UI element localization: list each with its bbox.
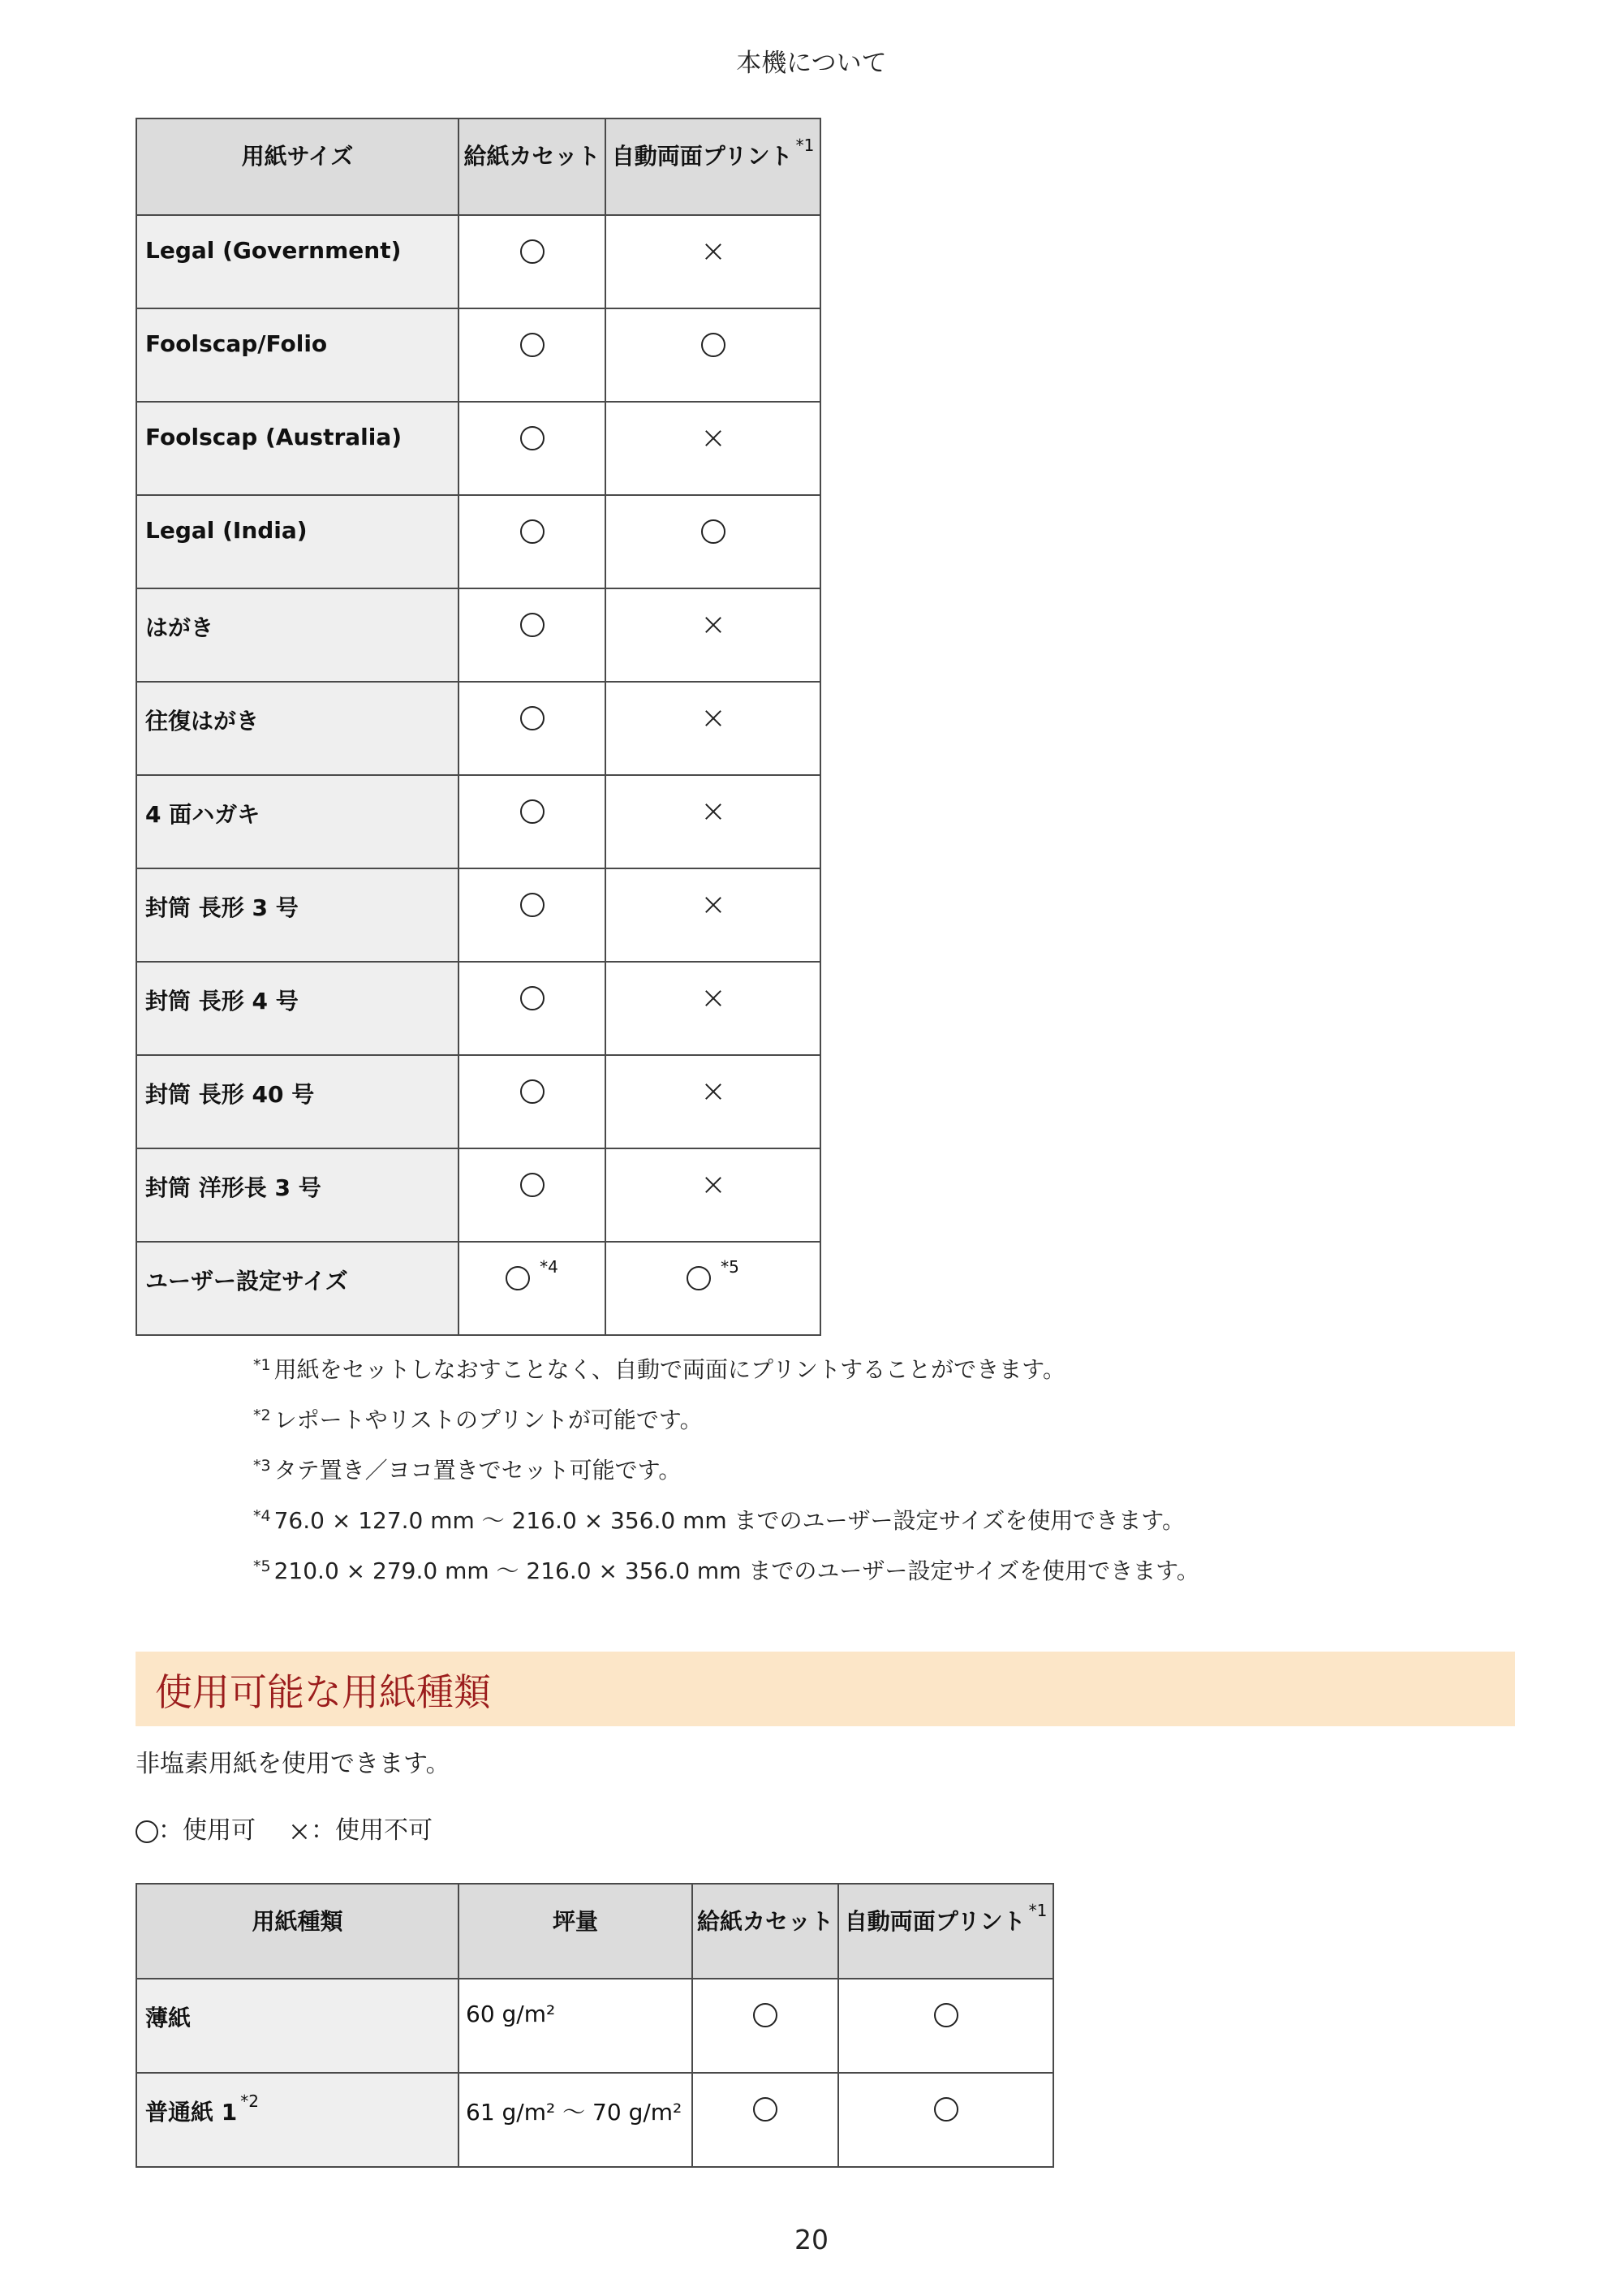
cassette-support-cell	[458, 1148, 605, 1242]
footnote-mark: *2	[253, 1406, 271, 1424]
duplex-support-cell	[605, 682, 820, 775]
table-row	[136, 1979, 1053, 2073]
paper-size-name: はがき	[136, 588, 458, 682]
cross-mark-icon	[701, 426, 725, 450]
circle-mark-icon	[934, 2003, 958, 2027]
table-row	[136, 682, 820, 775]
circle-mark-icon	[687, 1266, 711, 1290]
column-header: 給紙カセット	[692, 1884, 838, 1979]
footnote-text: 76.0 × 127.0 mm ～ 216.0 × 356.0 mm までのユーザー設定サイズを使用できます。	[273, 1507, 1186, 1534]
footnote	[253, 1505, 1199, 1555]
table-row	[136, 775, 820, 868]
footnote-mark: *4	[253, 1507, 271, 1525]
footnotes	[253, 1354, 1199, 1605]
footnote	[253, 1354, 1199, 1404]
paper-size-name: Foolscap/Folio	[136, 308, 458, 402]
paper-size-name: 往復はがき	[136, 682, 458, 775]
paper-size-name: Legal (Government)	[136, 215, 458, 308]
circle-mark-icon	[520, 239, 545, 264]
table-header-row	[136, 1884, 1053, 1979]
page-header: 本機について	[736, 49, 887, 78]
legend-available-label: ：使用可	[158, 1816, 256, 1845]
column-header: 自動両面プリント $^{*1}$	[605, 118, 820, 215]
legend-unavailable-label: ：使用不可	[311, 1816, 433, 1845]
column-header: 給紙カセット	[458, 118, 605, 215]
table-row	[136, 962, 820, 1055]
paper-size-name: Foolscap (Australia)	[136, 402, 458, 495]
circle-mark-icon	[520, 613, 545, 637]
circle-mark-icon	[520, 706, 545, 730]
cross-mark-icon	[701, 239, 725, 264]
paper-weight: 60 g/m²	[458, 1979, 692, 2073]
circle-mark-icon	[934, 2097, 958, 2122]
footnote-ref: *5	[721, 1257, 739, 1277]
footnote	[253, 1555, 1199, 1605]
section-title: 使用可能な用紙種類	[155, 1670, 491, 1714]
table-row	[136, 2073, 1053, 2167]
paper-size-name: ユーザー設定サイズ	[136, 1242, 458, 1335]
column-header: 用紙種類	[136, 1884, 458, 1979]
footnote-text: レポートやリストのプリントが可能です。	[273, 1406, 703, 1433]
cassette-support-cell	[458, 402, 605, 495]
table-row	[136, 588, 820, 682]
circle-mark-icon	[701, 519, 725, 544]
duplex-support-cell	[605, 1148, 820, 1242]
paper-size-name: 封筒 長形 40 号	[136, 1055, 458, 1148]
paper-type-name: 薄紙	[136, 1979, 458, 2073]
circle-mark-icon	[506, 1266, 530, 1290]
footnote	[253, 1454, 1199, 1505]
cassette-support-cell	[692, 2073, 838, 2167]
circle-mark-icon	[520, 333, 545, 357]
cassette-support-cell	[458, 215, 605, 308]
duplex-support-cell	[605, 215, 820, 308]
footnote-text: 210.0 × 279.0 mm ～ 216.0 × 356.0 mm までのユーザー設定サイズを使用できます。	[273, 1557, 1199, 1584]
footnote-ref: *2	[240, 2091, 259, 2111]
duplex-support-cell	[605, 1242, 820, 1335]
circle-mark-icon	[520, 1079, 545, 1104]
table-row	[136, 1148, 820, 1242]
cross-mark-icon	[701, 613, 725, 637]
legend	[136, 1810, 433, 1846]
duplex-support-cell	[605, 495, 820, 588]
cross-mark-icon	[701, 986, 725, 1010]
circle-mark-icon	[520, 893, 545, 917]
footnote-mark: *5	[253, 1557, 271, 1575]
circle-mark-icon	[136, 1820, 158, 1843]
cassette-support-cell	[458, 588, 605, 682]
circle-mark-icon	[753, 2003, 777, 2027]
circle-mark-icon	[520, 986, 545, 1010]
paper-type-table	[136, 1883, 1054, 2168]
paper-size-name: 4 面ハガキ	[136, 775, 458, 868]
cross-mark-icon	[288, 1820, 311, 1843]
duplex-support-cell	[605, 962, 820, 1055]
column-header: 用紙サイズ	[136, 118, 458, 215]
footnote-text: タテ置き／ヨコ置きでセット可能です。	[273, 1457, 682, 1484]
table-row	[136, 868, 820, 962]
cassette-support-cell	[458, 868, 605, 962]
circle-mark-icon	[520, 519, 545, 544]
circle-mark-icon	[701, 333, 725, 357]
footnote-mark: *3	[253, 1457, 271, 1475]
cross-mark-icon	[701, 799, 725, 824]
circle-mark-icon	[520, 426, 545, 450]
column-header: 坪量	[458, 1884, 692, 1979]
cross-mark-icon	[701, 706, 725, 730]
duplex-support-cell	[838, 1979, 1053, 2073]
page-number: 20	[794, 2224, 829, 2255]
footnote-mark: *1	[253, 1356, 271, 1374]
intro-text: 非塩素用紙を使用できます。	[136, 1750, 450, 1778]
duplex-support-cell	[838, 2073, 1053, 2167]
cassette-support-cell	[458, 308, 605, 402]
duplex-support-cell	[605, 868, 820, 962]
duplex-support-cell	[605, 775, 820, 868]
cassette-support-cell	[692, 1979, 838, 2073]
cassette-support-cell	[458, 1055, 605, 1148]
footnote-ref: *1	[795, 136, 815, 155]
footnote	[253, 1404, 1199, 1454]
cassette-support-cell	[458, 775, 605, 868]
cassette-support-cell	[458, 1242, 605, 1335]
cassette-support-cell	[458, 495, 605, 588]
paper-size-table	[136, 118, 821, 1336]
cross-mark-icon	[701, 1079, 725, 1104]
cassette-support-cell	[458, 682, 605, 775]
duplex-support-cell	[605, 308, 820, 402]
circle-mark-icon	[520, 1173, 545, 1197]
paper-size-name: 封筒 長形 3 号	[136, 868, 458, 962]
circle-mark-icon	[753, 2097, 777, 2122]
table-row	[136, 1055, 820, 1148]
paper-size-name: Legal (India)	[136, 495, 458, 588]
table-row	[136, 1242, 820, 1335]
table-header-row	[136, 118, 820, 215]
cross-mark-icon	[701, 1173, 725, 1197]
paper-size-name: 封筒 長形 4 号	[136, 962, 458, 1055]
paper-weight: 61 g/m² ～ 70 g/m²	[458, 2073, 692, 2167]
paper-type-name: 普通紙 1 $^{*2}$	[136, 2073, 458, 2167]
paper-size-name: 封筒 洋形長 3 号	[136, 1148, 458, 1242]
duplex-support-cell	[605, 1055, 820, 1148]
table-row	[136, 495, 820, 588]
footnote-ref: *4	[540, 1257, 558, 1277]
cassette-support-cell	[458, 962, 605, 1055]
duplex-support-cell	[605, 402, 820, 495]
column-header: 自動両面プリント $^{*1}$	[838, 1884, 1053, 1979]
circle-mark-icon	[520, 799, 545, 824]
table-row	[136, 215, 820, 308]
cross-mark-icon	[701, 893, 725, 917]
section-heading-bar	[136, 1652, 1515, 1726]
table-row	[136, 402, 820, 495]
footnote-text: 用紙をセットしなおすことなく、自動で両面にプリントすることができます。	[273, 1356, 1065, 1383]
footnote-ref: *1	[1028, 1901, 1048, 1920]
table-row	[136, 308, 820, 402]
duplex-support-cell	[605, 588, 820, 682]
